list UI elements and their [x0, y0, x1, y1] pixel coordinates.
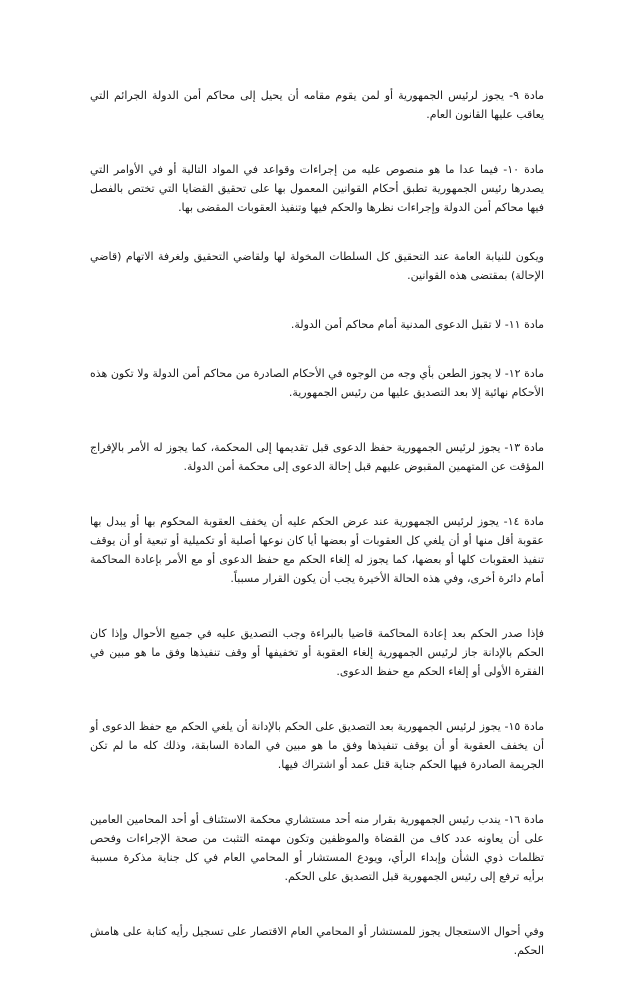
article-13-paragraph: مادة ١٣- يجوز لرئيس الجمهورية حفظ الدعوى قبل تقديمها إلى المحكمة، كما يجوز له الأمر بالإفراج المؤقت عن المتهمين المقبوض عليهم قبل إحالة الدعوى إلى محكمة أمن الدولة.	[90, 441, 544, 473]
article-16-urgency-paragraph: وفي أحوال الاستعجال يجوز للمستشار أو المحامي العام الاقتصار على تسجيل رأيه كتابة على هامش الحكم.	[90, 925, 544, 957]
article-11-paragraph: مادة ١١- لا تقبل الدعوى المدنية أمام محاكم أمن الدولة.	[290, 318, 544, 331]
article-12-paragraph: مادة ١٢- لا يجوز الطعن بأي وجه من الوجوه في الأحكام الصادرة من محاكم أمن الدولة ولا تكون هذه الأحكام نهائية إلا بعد التصديق عليها من رئيس الجمهورية.	[90, 367, 544, 399]
article-9-paragraph: مادة ٩- يجوز لرئيس الجمهورية أو لمن يقوم مقامه أن يحيل إلى محاكم أمن الدولة الجرائم التي يعاقب عليها القانون العام.	[90, 89, 544, 121]
article-15-paragraph: مادة ١٥- يجوز لرئيس الجمهورية بعد التصديق على الحكم بالإدانة أن يلغي الحكم مع حفظ الدعوى أو أن يخفف العقوبة أو أن يوقف تنفيذها وفق ما هو مبين في المادة السابقة، وذلك كله ما لم تكن الجريمة الصادرة فيها الحكم جناية قتل عمد أو اشتراك فيها.	[90, 720, 544, 771]
article-10-prosecution-paragraph: ويكون للنيابة العامة عند التحقيق كل السلطات المخولة لها ولقاضي التحقيق ولغرفة الاتهام (قاضي الإحالة) بمقتضى هذه القوانين.	[90, 250, 544, 282]
article-14-retrial-paragraph: فإذا صدر الحكم بعد إعادة المحاكمة قاضيا بالبراءة وجب التصديق عليه في جميع الأحوال وإذا كان الحكم بالإدانة جاز لرئيس الجمهورية إلغاء العقوبة أو تخفيفها أو وقف تنفيذها وفق ما هو مبين في الفقرة الأولى أو إلغاء الحكم مع حفظ الدعوى.	[90, 627, 544, 678]
article-16-paragraph: مادة ١٦- يندب رئيس الجمهورية بقرار منه أحد مستشاري محكمة الاستئناف أو أحد المحامين العامين على أن يعاونه عدد كاف من القضاة والموظفين وتكون مهمته التثبت من صحة الإجراءات وفحص تظلمات ذوي الشأن وإبداء الرأي، ويودع المستشار أو المحامي العام في كل جناية مذكرة مسببة برأيه ترفع إلى رئيس الجمهورية قبل التصديق على الحكم.	[90, 813, 545, 883]
document-page	[90, 86, 544, 996]
article-10-paragraph: مادة ١٠- فيما عدا ما هو منصوص عليه من إجراءات وقواعد في المواد التالية أو في الأوامر التي يصدرها رئيس الجمهورية تطبق أحكام القوانين المعمول بها على تحقيق القضايا التي تختص بالفصل فيها محاكم أمن الدولة وإجراءات نظرها والحكم فيها وتنفيذ العقوبات المقضى بها.	[90, 163, 544, 214]
article-14-paragraph: مادة ١٤- يجوز لرئيس الجمهورية عند عرض الحكم عليه أن يخفف العقوبة المحكوم بها أو يبدل بها عقوبة أقل منها أو أن يلغي كل العقوبات أو بعضها أيا كان نوعها أصلية أو تكميلية أو تبعية أو أن يوقف تنفيذ العقوبات كلها أو بعضها، كما يجوز له إلغاء الحكم مع حفظ الدعوى أو مع الأمر بإعادة المحاكمة أمام دائرة أخرى، وفي هذه الحالة الأخيرة يجب أن يكون القرار مسبباً.	[90, 515, 544, 585]
